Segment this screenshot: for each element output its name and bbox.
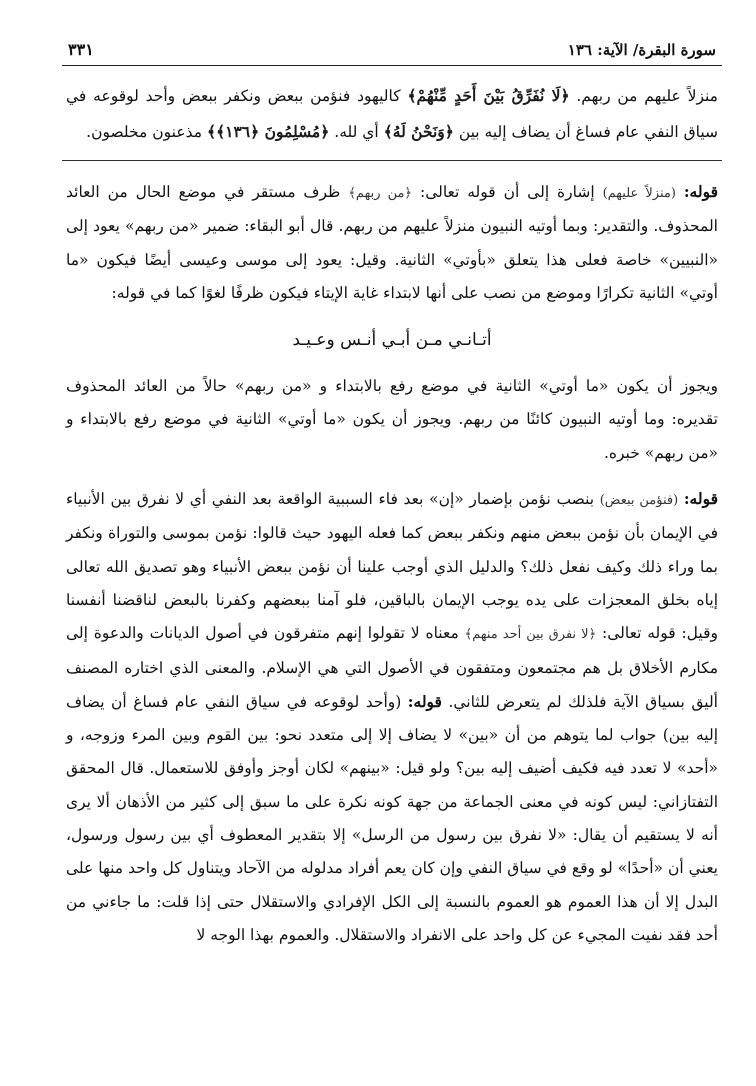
page-number: ٣٣١ — [68, 40, 94, 59]
keyword-qawluhu: قوله: — [683, 489, 718, 509]
quran-text: مذعنون مخلصون. — [86, 123, 203, 141]
paragraph-text: معناه لا تقولوا إنهم متفرقون في أصول الديانات والدعوة إلى مكارم الأخلاق بل هم مجتمعون ومتفقون في الأصول التي هي الإسلام. والمعنى الذي اختاره المصنف أليق بسياق الآية فلذلك لم يتعرض للثاني. — [66, 624, 718, 711]
quran-text: كاليهود فنؤمن ببعض ونكفر ببعض وأحد لوقوعه في سياق النفي عام فساغ أن يضاف إليه بين — [66, 87, 718, 141]
quran-commentary-block — [62, 78, 722, 150]
keyword-qawluhu: قوله: — [407, 691, 442, 711]
quoted-phrase: (منزلاً عليهم) — [602, 186, 676, 201]
paragraph-text: (وأحد لوقوعه في سياق النفي عام فساغ أن يضاف إليه بين) جواب لما يتوهم من أن «بين» لا يضاف إلا إلى متعدد نحو: بين القوم وبين المرء وزوجه، و «أحد» لا تعدد فيه فكيف أضيف إليه بين؟ ولو قيل: «بينهم» لكان أوجز وأوفق للاستعمال. قال المحقق التفتازاني: ليس كونه في معنى الجماعة من جهة كونه نكرة على ما سبق إلى كثير من الأذهان ألا يرى أنه لا يستقيم أن يقال: «لا نفرق بين رسول من الرسل» إلا بتقدير المعطوف أي بين رسول ورسول، يعني أن «أحدًا» لو وقع في سياق النفي وإن كان يعم أفراد مدلوله من الآحاد ويتناول كل واحد منها على البدل إلا أن هذا العموم هو العموم بالنسبة إلى الكل الإفرادي والاستقلال حتى إذا قلت: ما جاءني من أحد فقد نفيت المجيء عن كل واحد على الانفراد والاستقلال. والعموم بهذا الوجه لا — [66, 692, 718, 944]
poetry-verse: أتـانـي مـن أبـي أنـس وعـيـد — [292, 330, 492, 351]
quoted-verse: ﴿من ربهم﴾ — [348, 186, 413, 201]
keyword-qawluhu: قوله: — [683, 182, 718, 201]
quoted-phrase: (فنؤمن ببعض) — [599, 493, 679, 509]
commentary-paragraph — [62, 175, 722, 310]
paragraph-text: بنصب نؤمن بإضمار «إن» بعد فاء السببية الواقعة بعد النفي أي لا نفرق بين الأنبياء في الإيمان بأن نؤمن ببعض منهم ونكفر ببعض كما فعله اليهود حيث قالوا: نؤمن بموسى والتوراة ونكفر بما وراء ذلك وكيف نفعل ذلك؟ والدليل الذي أوجب علينا أن نؤمن ببعض الأنبياء وهو تصديق الله تعالى إياه بخلق المعجزات على يده يوجب الإيمان بالباقين، فلو آمنا ببعضهم وكفرنا بالبعض لناقضنا أنفسنا وقيل: قوله تعالى: — [66, 490, 718, 643]
section-divider — [62, 160, 722, 161]
quran-text: منزلاً عليهم من ربهم. — [576, 87, 718, 105]
commentary-paragraph — [62, 482, 722, 952]
quran-text: أي لله. — [334, 123, 379, 141]
paragraph-text: ظرف مستقر في موضع الحال من العائد المحذوف. والتقدير: وبما أوتيه النبيون منزلاً عليهم من ربهم. قال أبو البقاء: ضمير «من ربهم» يعود إلى «النبيين» خاصة فعلى هذا يتعلق «بأوتي» الثانية. وقيل: يعود إلى موسى وعيسى أيضًا فيكون «ما أوتي» الثانية تكرارًا وموضع من نصب على أنها لابتداء غاية الإيتاء فيكون ظرفًا لغوًا كما في قوله: — [66, 183, 718, 302]
quran-verse: ﴿مُسْلِمُونَ ﴿١٣٦﴾﴾ — [206, 122, 330, 141]
running-title: سورة البقرة/ الآية: ١٣٦ — [567, 41, 716, 59]
quran-verse: ﴿لَا نُفَرِّقُ بَيْنَ أَحَدٍ مِّنْهُمْ﴾ — [407, 86, 570, 105]
page-header — [62, 40, 722, 66]
quran-verse: ﴿وَنَحْنُ لَهُ﴾ — [383, 122, 454, 141]
paragraph-text: إشارة إلى أن قوله تعالى: — [419, 183, 595, 201]
commentary-paragraph: ويجوز أن يكون «ما أوتي» الثانية في موضع رفع بالابتداء و «من ربهم» حالاً من العائد المحذوف تقديره: وما أوتيه النبيون كائنًا من ربهم. ويجوز أن يكون «ما أوتي» الثانية في موضع رفع بالابتداء و «من ربهم» خبره. — [66, 377, 718, 462]
quoted-verse: ﴿لا نفرق بين أحد منهم﴾ — [464, 627, 597, 643]
page — [62, 40, 722, 952]
